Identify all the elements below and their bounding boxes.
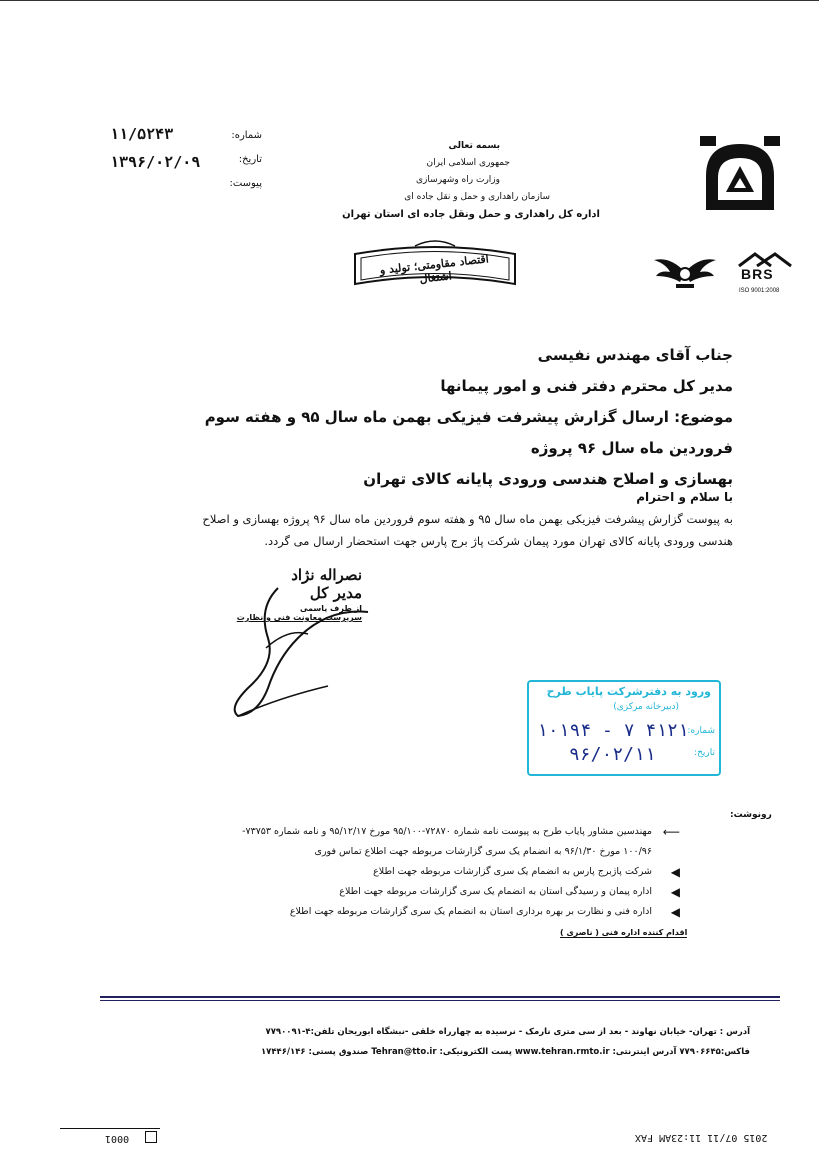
deputy-title: سرپرست معاونت فنی و نظارت (236, 613, 362, 622)
arrow-icon: ◀ (670, 865, 680, 879)
arrow-icon: ⟵ (662, 825, 680, 839)
footer-divider-thin (100, 1000, 780, 1001)
letter-body (150, 486, 733, 552)
meta-labels (222, 124, 262, 196)
brs-logo (735, 252, 795, 298)
addressee-name: جناب آقای مهندس نفیسی (537, 346, 733, 364)
wings-emblem-icon (650, 250, 720, 294)
subject-line: موضوع: ارسال گزارش پیشرفت فیزیکی بهمن ماه سال ۹۵ و هفته سوم فروردین ماه سال ۹۶ پروژه (204, 408, 733, 457)
iso-text: ISO 9001:2008 (739, 288, 780, 294)
stamp-subtitle: (دبیرخانه مرکزی) (613, 702, 679, 712)
brs-logo-text: BRS (741, 266, 774, 282)
fax-page-number: 0001 (105, 1133, 130, 1144)
receipt-stamp (527, 680, 721, 776)
letter-number: ۱۱/۵۲۴۳ (110, 125, 174, 143)
addressee-block (150, 340, 733, 495)
cc-item (140, 862, 680, 882)
cc-item-text: مهندسین مشاور پایاب طرح به پیوست نامه شماره ۷۲۸۷۰-۹۵/۱۰۰ مورخ ۹۵/۱۲/۱۷ و نامه شماره ۷۳۷۵۳- (242, 826, 652, 837)
republic-name: جمهوری اسلامی ایران (426, 158, 510, 168)
cc-item-continued (140, 842, 680, 862)
cc-item (140, 822, 680, 842)
cc-item-text: اداره پیمان و رسیدگی استان به انضمام یک سری گزارشات مربوطه جهت اطلاع (339, 886, 652, 897)
fax-top-edge (0, 0, 819, 1)
fax-rule (60, 1128, 160, 1129)
sender-note: اقدام کننده اداره فنی ( ناصری ) (560, 928, 688, 937)
stamp-number: ۱۰۱۹۴ - ۷ ۴۱۲۱ (537, 720, 689, 741)
body-line: هندسی ورودی پایانه کالای تهران مورد پیمان شرکت پاژ برج پارس جهت استحضار ارسال می گردد. (264, 534, 733, 548)
slogan-text: اقتصاد مقاومتی؛ تولید و اشتغال (379, 252, 490, 286)
arrow-icon: ◀ (670, 905, 680, 919)
stamp-date: ۹۶/۰۲/۱۱ (569, 744, 656, 765)
government-header (300, 138, 600, 223)
footer-divider (100, 996, 780, 998)
cc-item (140, 882, 680, 902)
cc-item-text: شرکت پاژبرج پارس به انضمام یک سری گزارشات مربوطه جهت اطلاع (373, 866, 652, 877)
stamp-title: ورود به دفترشرکت پایاب طرح (546, 685, 711, 698)
cc-item-text: ۱۰۰/۹۶ مورخ ۹۶/۱/۳۰ به انضمام یک سری گزارشات مربوطه جهت اطلاع تماس فوری (314, 846, 652, 857)
signer-block (222, 566, 362, 622)
fax-page-icon (145, 1131, 157, 1143)
signer-title: مدیر کل (309, 584, 362, 602)
date-label: تاریخ: (238, 154, 262, 165)
footer-address: آدرس : تهران- خیابان نهاوند - بعد از سی متری نارمک - نرسیده به چهارراه خلقی -نبشگاه ابوریحان تلفن:۴-۷۷۹۰۰۹۱ (265, 1027, 750, 1037)
subject-line-cont: بهسازی و اصلاح هندسی ورودی پایانه کالای تهران (363, 470, 733, 488)
fax-header: 2015 07/11 11:23AM FAX (635, 1132, 768, 1143)
body-line: به پیوست گزارش پیشرفت فیزیکی بهمن ماه سال ۹۵ و هفته سوم فروردین ماه سال ۹۶ پروژه بهسازی و اصلاح (202, 512, 733, 526)
department-name: اداره کل راهداری و حمل ونقل جاده ای استان تهران (342, 209, 600, 220)
attachment-label: پیوست: (229, 178, 262, 189)
letter-date: ۱۳۹۶/۰۲/۰۹ (110, 153, 201, 171)
cc-list (140, 822, 680, 922)
stamp-number-label: شماره: (687, 726, 715, 736)
ministry-name: وزارت راه وشهرسازی (416, 175, 500, 185)
meta-values (110, 120, 220, 176)
salutation: با سلام و احترام (636, 490, 733, 504)
rmto-logo-icon (700, 136, 780, 216)
bismillah: بسمه تعالی (448, 141, 500, 151)
cc-label: رونوشت: (730, 810, 772, 820)
footer-contact (150, 1022, 750, 1062)
cc-item-text: اداره فنی و نظارت بر بهره برداری استان به انضمام یک سری گزارشات مربوطه جهت اطلاع (289, 906, 652, 917)
stamp-date-label: تاریخ: (694, 748, 715, 758)
slogan-banner (345, 238, 525, 296)
addressee-title: مدیر کل محترم دفتر فنی و امور پیمانها (440, 377, 733, 395)
number-label: شماره: (231, 130, 262, 141)
on-behalf-note: از طرف یاسمی (299, 604, 362, 613)
cc-item (140, 902, 680, 922)
signer-name: نصراله نژاد (291, 566, 362, 584)
organization-name: سازمان راهداری و حمل و نقل جاده ای (404, 192, 550, 202)
footer-contact-line: فاکس:۷۷۹۰۶۶۴۵ آدرس اینترنتی: www.tehran.rmto.ir پست الکترونیکی: Tehran@tto.ir صندوق پستی: ۱۷۴۴۶/۱۴۶ (260, 1047, 750, 1057)
arrow-icon: ◀ (670, 885, 680, 899)
